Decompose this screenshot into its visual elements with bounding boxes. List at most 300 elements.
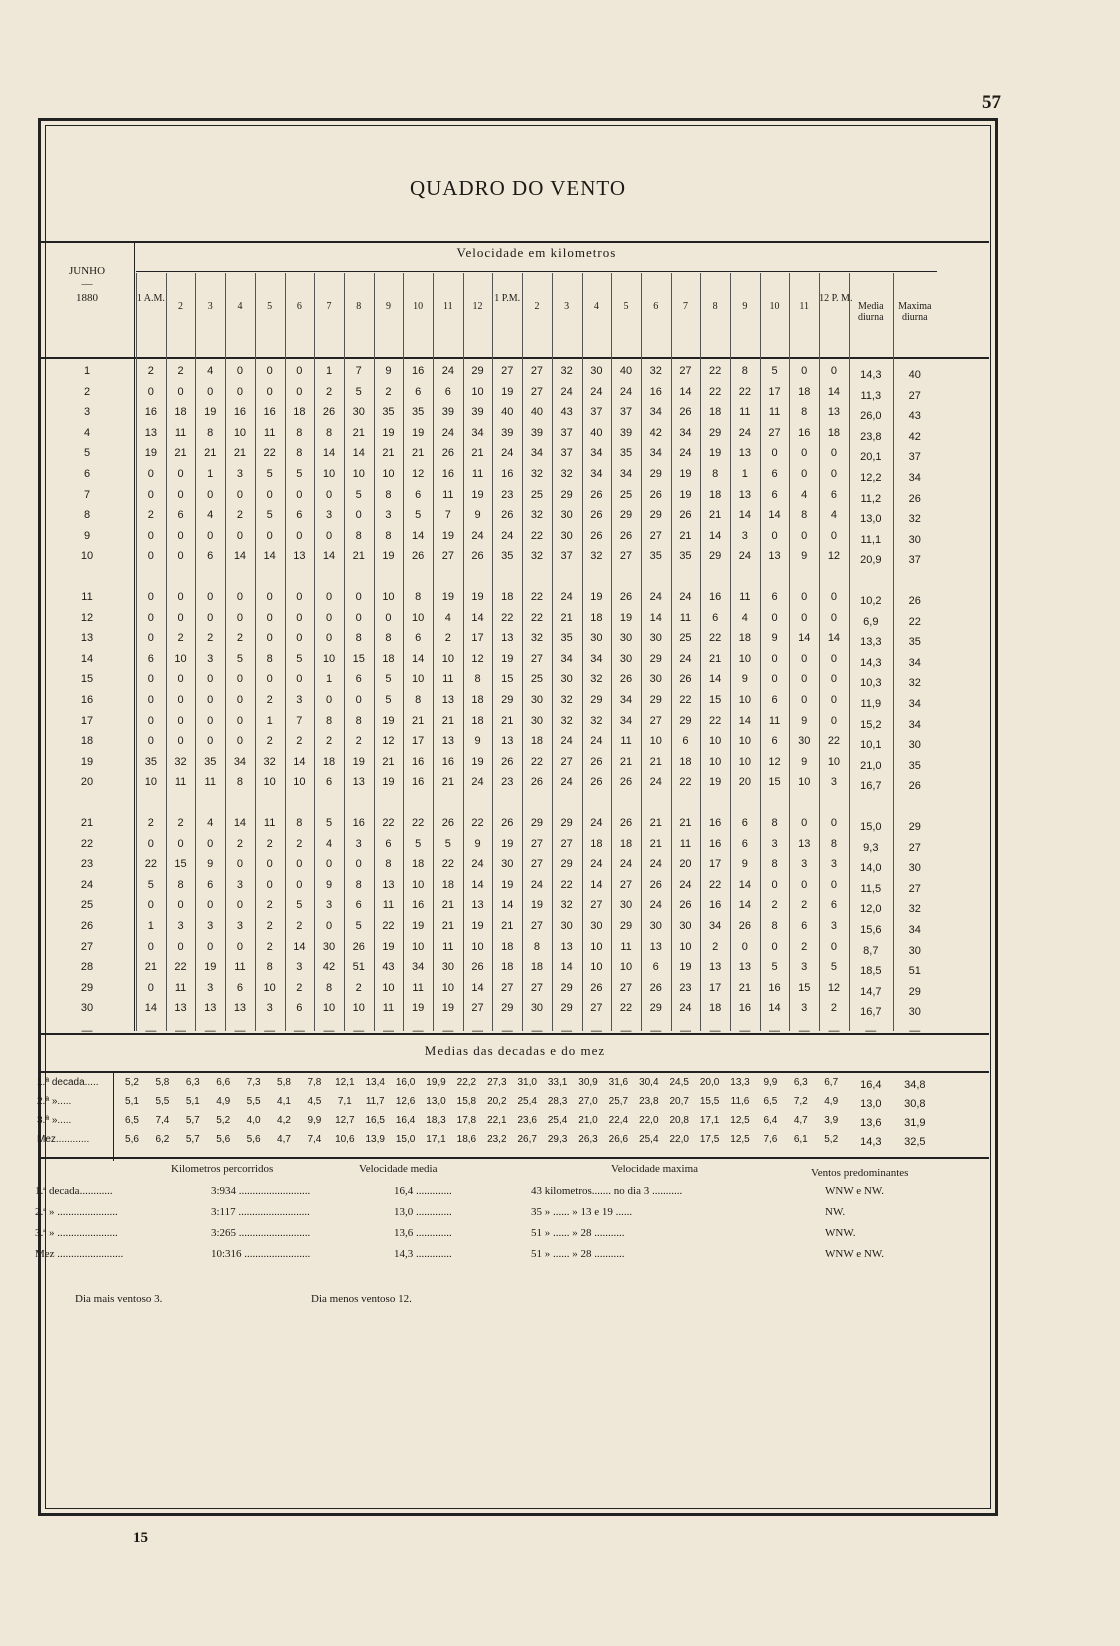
table-cell: 0 [830,652,837,665]
hour-header: 5 [623,301,629,312]
table-cell: 24 [471,858,484,871]
table-cell: 26 [679,899,692,912]
table-row-day: 3 [83,406,91,419]
medias-cell: 5,6 [125,1134,139,1145]
table-cell: 4 [207,365,214,377]
table-cell: 39 [441,406,454,419]
table-cell-max: 32 [908,677,921,690]
table-cell: 16 [649,385,662,398]
table-cell: 10 [441,981,454,994]
summary-vmax: 35 » ...... » 13 e 19 ...... [531,1206,633,1218]
table-cell: 15 [798,981,811,994]
table-cell: 35 [649,550,662,563]
hour-header: 3 [207,301,213,312]
table-cell: 19 [382,776,395,789]
table-cell-max: 34 [908,472,921,484]
table-cell: 23 [501,488,514,501]
table-cell: 2 [266,837,273,850]
medias-cell: 15,8 [456,1096,477,1107]
table-cell: 16 [709,837,722,850]
table-cell: 24 [649,591,662,603]
table-cell: 14 [738,878,751,891]
table-cell: 0 [801,652,808,665]
table-row-day: 18 [80,735,94,748]
least-windy-day: Dia menos ventoso 12. [311,1293,412,1305]
table-cell: 14 [679,385,692,398]
medias-row-label: 2.ª »..... [37,1096,72,1107]
table-cell: 6 [771,694,778,706]
table-cell-max: 40 [908,369,921,381]
table-cell: 2 [177,632,184,645]
table-cell: 10 [322,652,336,665]
dash-cell: — [828,1025,840,1037]
table-cell: 8 [415,694,422,706]
table-cell: 6 [771,591,778,603]
medias-cell: 5,8 [155,1077,170,1088]
table-cell: 30 [501,858,514,871]
table-cell: 30 [560,529,573,542]
table-cell-media: 10,3 [860,677,882,690]
table-cell: 0 [177,611,184,624]
table-cell: 4 [207,509,214,522]
maxima-header: Maxima diurna [898,301,932,323]
medias-cell: 4,1 [277,1096,291,1107]
table-cell-media: 11,2 [860,492,882,505]
table-cell: 2 [771,899,778,912]
table-cell-media: 11,5 [860,882,882,895]
table-cell: 24 [590,385,603,398]
hour-header: 1 A.M. [136,293,165,304]
table-cell: 11 [442,488,454,501]
medias-cell: 5,2 [824,1134,839,1145]
table-cell: 10 [798,776,811,789]
medias-cell-max: 30,8 [904,1098,926,1110]
table-cell: 30 [619,632,633,645]
table-cell: 0 [355,858,362,871]
table-cell: 7 [296,714,303,727]
table-cell: 34 [233,755,247,768]
table-cell: 17 [768,385,781,398]
medias-cell: 20,2 [487,1096,507,1107]
medias-cell: 5,6 [246,1134,261,1145]
summary-row-label: Mez ........................ [35,1248,124,1260]
table-cell: 23 [501,776,514,789]
medias-cell: 4,7 [277,1134,291,1145]
table-cell: 6 [771,468,778,480]
table-cell: 30 [619,899,633,912]
col-divider-day [134,241,135,1031]
table-cell: 3 [801,961,808,974]
table-cell: 26 [590,509,603,522]
medias-cell: 5,7 [185,1134,200,1145]
dash-cell: — [798,1025,810,1037]
table-cell: 32 [530,509,544,522]
table-cell: 19 [471,591,484,603]
table-cell: 18 [530,735,544,748]
table-cell: 29 [649,652,662,665]
table-cell: 21 [471,447,484,460]
table-cell: 8 [771,920,778,932]
table-cell: 22 [144,858,157,871]
table-cell: 27 [649,529,662,542]
table-cell: 0 [325,591,333,603]
table-cell: 0 [296,591,303,603]
table-cell: 30 [322,940,336,953]
table-row-day: 8 [83,509,91,522]
hour-header: 12 P. M. [819,293,853,304]
table-cell: 0 [236,591,243,603]
table-cell: 27 [560,837,573,850]
table-cell: 34 [412,961,425,974]
table-cell: 30 [679,920,692,932]
summary-vp: WNW e NW. [825,1185,884,1197]
table-cell: 27 [560,755,573,768]
table-cell: 22 [530,591,544,603]
table-cell: 6 [415,488,422,501]
table-cell: 8 [177,878,184,891]
table-cell: 24 [649,899,662,912]
table-cell: 24 [738,550,751,563]
table-cell: 27 [501,981,514,994]
table-cell: 10 [649,735,662,748]
table-cell: 0 [830,940,837,953]
table-cell: 10 [619,961,633,974]
table-cell: 0 [207,714,214,727]
table-cell-max: 30 [908,862,921,875]
table-cell-max: 37 [908,451,921,464]
table-cell: 22 [679,776,692,789]
table-cell: 19 [501,652,514,665]
medias-cell: 29,3 [547,1134,568,1145]
medias-cell: 25,4 [517,1096,537,1107]
table-cell: 29 [649,509,662,522]
table-cell: 2 [147,509,154,522]
table-cell: 13 [560,940,573,953]
table-cell: 8 [385,488,392,501]
table-cell: 0 [830,468,837,480]
table-cell: 30 [560,920,573,932]
dash-cell: — [531,1025,543,1037]
table-cell: 9 [801,714,808,727]
table-cell: 8 [325,714,333,727]
table-cell: 0 [325,920,333,932]
table-cell: 14 [233,817,247,829]
summary-vm: 16,4 ............. [394,1185,452,1197]
table-cell: 26 [679,509,692,522]
medias-cell: 7,2 [793,1096,808,1107]
summary-km: 3:934 .......................... [211,1185,311,1197]
summary-vmax: 43 kilometros....... no dia 3 ........... [531,1185,683,1197]
table-cell: 26 [530,776,544,789]
table-cell: 16 [352,817,365,829]
medias-cell: 4,2 [277,1115,291,1126]
table-cell: 18 [293,406,306,419]
table-cell: 27 [619,550,633,563]
table-cell: 19 [709,776,722,789]
table-cell: 32 [530,468,544,480]
medias-row-label: Mez............ [37,1134,90,1145]
medias-row-label: 3.ª »..... [37,1115,72,1126]
table-cell: 0 [830,714,837,727]
table-cell: 27 [768,426,781,439]
medias-cell: 3,9 [824,1115,839,1126]
table-cell: 22 [709,878,722,891]
table-cell-max: 27 [908,389,921,402]
table-cell: 16 [412,365,425,377]
table-cell: 10 [352,1002,365,1015]
table-cell-max: 30 [908,533,921,546]
col-divider-media [849,273,850,1031]
medias-cell: 6,7 [824,1077,839,1088]
table-cell: 14 [738,714,751,727]
table-cell: 0 [236,940,243,953]
table-cell: 24 [649,776,662,789]
table-cell: 0 [771,878,778,891]
table-cell: 6 [207,878,214,891]
table-cell-media: 23,8 [860,430,882,443]
table-cell: 11 [382,899,395,912]
table-cell: 0 [147,591,154,603]
table-cell: 11 [679,837,692,850]
table-cell: 0 [147,837,154,850]
table-cell: 30 [590,632,603,645]
table-cell: 16 [441,755,454,768]
table-cell: 42 [649,426,662,439]
table-cell: 0 [296,529,303,542]
table-cell: 5 [296,899,303,912]
table-cell: 27 [530,920,544,932]
table-cell: 29 [560,981,573,994]
table-cell: 2 [296,920,303,932]
table-cell: 1 [325,673,333,686]
table-cell: 5 [296,468,303,480]
table-cell: 21 [649,755,662,768]
table-cell: 11 [768,714,781,727]
table-cell: 3 [177,920,184,932]
table-cell: 10 [144,776,157,789]
dash-cell: — [81,1025,93,1037]
hour-header: 7 [682,301,688,312]
table-cell: 0 [801,468,808,480]
table-cell: 25 [530,673,544,686]
table-cell: 2 [325,735,333,748]
table-cell-max: 30 [908,1006,921,1019]
table-cell: 27 [441,550,454,563]
table-cell: 9 [474,837,481,850]
dash-cell: — [145,1025,157,1037]
table-cell: 25 [619,488,633,501]
table-row-day: 10 [80,550,94,563]
table-cell: 0 [266,673,273,686]
table-cell: 19 [441,591,454,603]
table-cell: 39 [530,426,544,439]
table-cell: 22 [709,385,722,398]
table-cell: 2 [830,1002,837,1015]
table-cell: 0 [236,385,243,398]
table-cell: 18 [738,632,751,645]
table-cell: 0 [236,858,243,871]
table-cell: 16 [501,468,514,480]
medias-cell: 20,0 [699,1077,720,1088]
table-row-day: 24 [80,878,94,891]
table-cell-max: 26 [908,595,921,607]
medias-cell: 33,1 [547,1077,568,1088]
table-cell: 0 [771,940,778,953]
table-cell: 10 [441,652,454,665]
table-cell: 43 [560,406,573,419]
table-cell-media: 11,3 [860,389,882,402]
table-cell: 13 [471,899,484,912]
table-cell: 18 [501,961,514,974]
table-cell: 0 [177,694,184,706]
table-cell: 8 [415,591,422,603]
medias-cell: 25,4 [639,1134,659,1145]
medias-cell: 31,6 [608,1077,629,1088]
medias-cell: 16,4 [395,1115,416,1126]
table-cell: 13 [293,550,306,563]
header-top-rule [41,241,989,243]
table-cell: 13 [174,1002,187,1015]
medias-cell-max: 32,5 [904,1136,926,1148]
dash-cell: — [323,1025,335,1037]
table-cell: 8 [355,714,362,727]
table-cell: 0 [266,529,273,542]
medias-cell: 7,4 [155,1115,170,1126]
table-cell: 0 [830,591,837,603]
medias-cell: 26,3 [578,1134,598,1145]
table-cell: 0 [830,878,837,891]
medias-cell: 27,0 [578,1096,598,1107]
table-cell: 0 [207,611,214,624]
medias-cell: 17,1 [699,1115,720,1126]
medias-rule [41,1071,989,1073]
table-cell: 19 [679,961,692,974]
table-cell: 15 [709,694,722,706]
table-row-day: 1 [83,365,91,377]
table-cell: 0 [177,837,184,850]
table-cell: 29 [501,1002,514,1015]
table-cell: 0 [207,940,214,953]
table-cell: 12 [768,755,781,768]
medias-cell: 6,4 [763,1115,778,1126]
table-row-day: 22 [80,837,94,850]
table-cell: 20 [679,858,692,871]
table-cell: 21 [412,447,425,460]
medias-cell: 22,2 [456,1077,477,1088]
table-cell: 24 [679,878,692,891]
table-cell: 0 [830,611,837,624]
medias-cell: 6,3 [185,1077,200,1088]
table-cell: 5 [266,509,273,522]
table-cell: 11 [382,1002,395,1015]
table-cell: 5 [385,694,392,706]
table-cell-max: 27 [908,882,921,895]
table-cell: 26 [619,529,633,542]
table-cell: 13 [738,488,751,501]
table-cell: 2 [236,837,243,850]
medias-top-rule [41,1033,989,1035]
table-cell: 0 [207,899,214,912]
medias-cell: 6,1 [793,1134,808,1145]
table-cell: 10 [738,755,751,768]
table-cell: 8 [296,817,303,829]
table-cell: 21 [233,447,247,460]
table-cell: 35 [204,755,217,768]
table-cell-max: 37 [908,554,921,567]
table-cell: 5 [444,837,451,850]
table-cell: 27 [619,981,633,994]
table-cell: 2 [296,837,303,850]
table-cell-media: 15,0 [860,821,882,833]
table-cell: 11 [620,940,632,953]
table-cell: 21 [679,529,692,542]
medias-cell: 7,3 [246,1077,261,1088]
table-cell: 0 [207,488,214,501]
table-cell: 0 [325,694,333,706]
hour-header: 3 [564,301,570,312]
table-cell: 0 [177,385,184,398]
table-cell-max: 26 [908,780,921,793]
table-cell: 30 [530,714,544,727]
table-cell: 8 [385,529,392,542]
table-cell-media: 14,3 [860,656,882,669]
table-row-day: 21 [80,817,94,829]
table-cell: 19 [709,447,722,460]
hour-header: 5 [267,301,273,312]
table-cell: 27 [679,365,692,377]
medias-cell: 6,3 [793,1077,808,1088]
table-cell: 13 [709,961,722,974]
table-cell: 32 [560,899,573,912]
table-cell: 22 [530,755,544,768]
table-cell: 24 [560,735,573,748]
table-cell: 8 [474,673,481,686]
table-cell-max: 42 [908,430,921,443]
table-cell: 10 [263,981,276,994]
table-cell: 30 [560,673,573,686]
table-cell: 0 [207,694,214,706]
table-cell: 22 [530,611,544,624]
table-cell: 0 [355,509,362,522]
table-cell: 5 [266,468,273,480]
table-cell: 13 [501,632,514,645]
table-cell: 6 [741,817,748,829]
table-cell: 26 [619,817,633,829]
table-cell: 0 [236,529,243,542]
table-cell: 24 [560,776,573,789]
medias-cell: 4,0 [246,1115,261,1126]
table-cell: 11 [442,940,454,953]
table-cell: 6 [385,837,392,850]
table-cell: 16 [412,899,425,912]
table-cell: 18 [590,837,603,850]
medias-cell: 24,5 [669,1077,689,1088]
table-cell: 34 [709,920,722,932]
table-cell: 34 [590,447,603,460]
table-cell: 14 [560,961,573,974]
table-cell: 18 [590,611,603,624]
table-cell: 14 [738,899,751,912]
table-cell: 0 [207,673,214,686]
table-cell: 29 [501,694,514,706]
table-cell: 0 [771,611,778,624]
table-cell: 2 [266,920,273,932]
table-cell-max: 32 [908,513,921,526]
table-cell: 13 [738,961,751,974]
medias-cell: 5,5 [155,1096,170,1107]
table-cell: 18 [501,591,514,603]
table-cell: 0 [177,735,184,748]
